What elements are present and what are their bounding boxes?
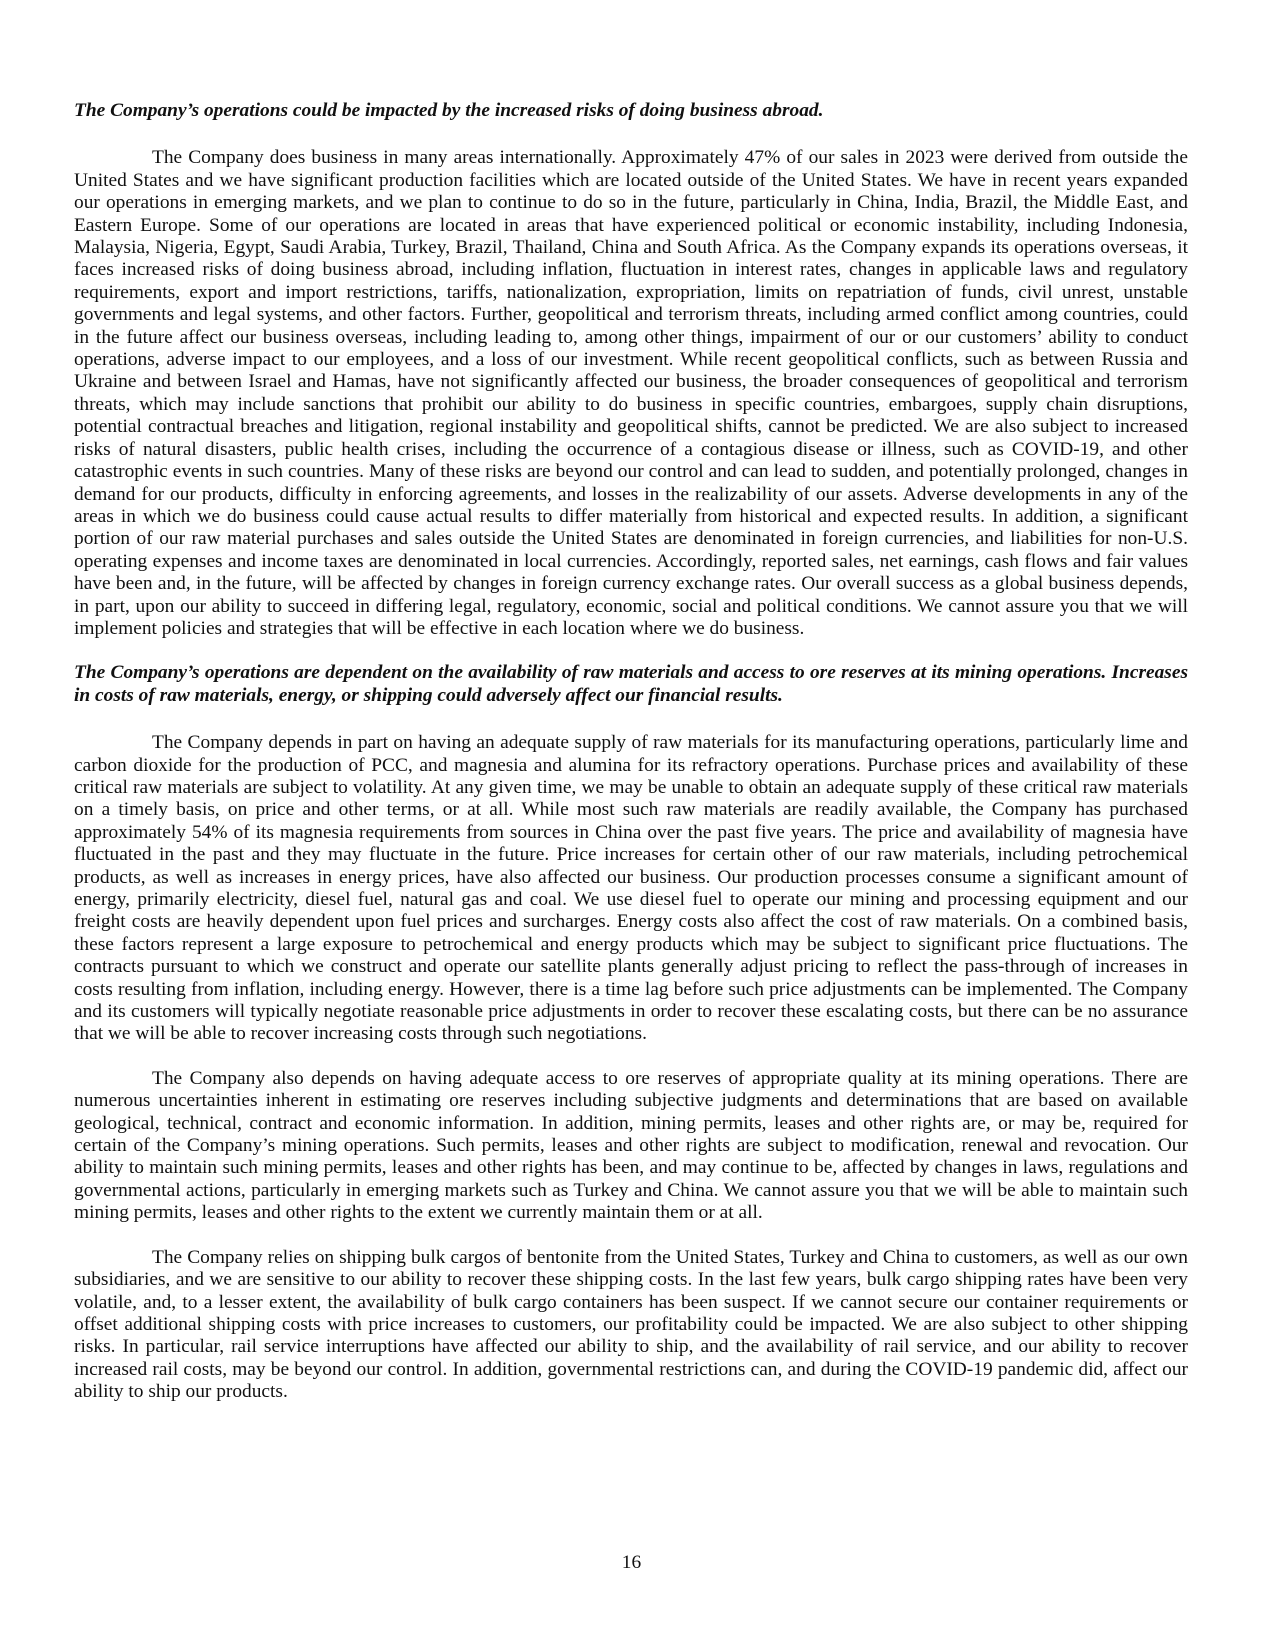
paragraph-raw-materials-supply: The Company depends in part on having an adequate supply of raw materials for its manufacturing operations, particularly lime and carbon dioxide for the production of PCC, and magnesia and alumina for its refractory operations. Purchase prices and availability of these critical raw materials are subject to volatility. At any given time, we may be unable to obtain an adequate supply of these critical raw materials on a timely basis, on price and other terms, or at all. While most such raw materials are readily available, the Company has purchased approximately 54% of its magnesia requirements from sources in China over the past five years. The price and availability of magnesia have fluctuated in the past and they may fluctuate in the future. Price increases for certain other of our raw materials, including petrochemical products, as well as increases in energy prices, have also affected our business. Our production processes consume a significant amount of energy, primarily electricity, diesel fuel, natural gas and coal. We use diesel fuel to operate our mining and processing equipment and our freight costs are heavily dependent upon fuel prices and surcharges. Energy costs also affect the cost of raw materials. On a combined basis, these factors represent a large exposure to petrochemical and energy products which may be subject to significant price fluctuations. The contracts pursuant to which we construct and operate our satellite plants generally adjust pricing to reflect the pass-through of increases in costs resulting from inflation, including energy. However, there is a time lag before such price adjustments can be implemented. The Company and its customers will typically negotiate reasonable price adjustments in order to recover these escalating costs, but there can be no assurance that we will be able to recover increasing costs through such negotiations. (74, 732, 1188, 1045)
section-heading-risks-abroad: The Company’s operations could be impacted by the increased risks of doing business abroad. (74, 100, 824, 121)
paragraph-risks-abroad: The Company does business in many areas internationally. Approximately 47% of our sales in 2023 were derived from outside the United States and we have significant production facilities which are located outside of the United States. We have in recent years expanded our operations in emerging markets, and we plan to continue to do so in the future, particularly in China, India, Brazil, the Middle East, and Eastern Europe. Some of our operations are located in areas that have experienced political or economic instability, including Indonesia, Malaysia, Nigeria, Egypt, Saudi Arabia, Turkey, Brazil, Thailand, China and South Africa. As the Company expands its operations overseas, it faces increased risks of doing business abroad, including inflation, fluctuation in interest rates, changes in applicable laws and regulatory requirements, export and import restrictions, tariffs, nationalization, expropriation, limits on repatriation of funds, civil unrest, unstable governments and legal systems, and other factors. Further, geopolitical and terrorism threats, including armed conflict among countries, could in the future affect our business overseas, including leading to, among other things, impairment of our or our customers’ ability to conduct operations, adverse impact to our employees, and a loss of our investment. While recent geopolitical conflicts, such as between Russia and Ukraine and between Israel and Hamas, have not significantly affected our business, the broader consequences of geopolitical and terrorism threats, which may include sanctions that prohibit our ability to do business in specific countries, embargoes, supply chain disruptions, potential contractual breaches and litigation, regional instability and geopolitical shifts, cannot be predicted. We are also subject to increased risks of natural disasters, public health crises, including the occurrence of a contagious disease or illness, such as COVID-19, and other catastrophic events in such countries. Many of these risks are beyond our control and can lead to sudden, and potentially prolonged, changes in demand for our products, difficulty in enforcing agreements, and losses in the realizability of our assets. Adverse developments in any of the areas in which we do business could cause actual results to differ materially from historical and expected results. In addition, a significant portion of our raw material purchases and sales outside the United States are denominated in foreign currencies, and liabilities for non-U.S. operating expenses and income taxes are denominated in local currencies. Accordingly, reported sales, net earnings, cash flows and fair values have been and, in the future, will be affected by changes in foreign currency exchange rates. Our overall success as a global business depends, in part, upon our ability to succeed in differing legal, regulatory, economic, social and political conditions. We cannot assure you that we will implement policies and strategies that will be effective in each location where we do business. (74, 147, 1188, 639)
section-heading-raw-materials: The Company’s operations are dependent on the availability of raw materials and access to ore reserves at its mining operations. Increases in costs of raw materials, energy, or shipping could adversely affect our financial results. (74, 662, 1188, 706)
paragraph-ore-reserves: The Company also depends on having adequate access to ore reserves of appropriate quality at its mining operations. There are numerous uncertainties inherent in estimating ore reserves including subjective judgments and determinations that are based on available geological, technical, contract and economic information. In addition, mining permits, leases and other rights are, or may be, required for certain of the Company’s mining operations. Such permits, leases and other rights are subject to modification, renewal and revocation. Our ability to maintain such mining permits, leases and other rights has been, and may continue to be, affected by changes in laws, regulations and governmental actions, particularly in emerging markets such as Turkey and China. We cannot assure you that we will be able to maintain such mining permits, leases and other rights to the extent we currently maintain them or at all. (74, 1067, 1188, 1224)
document-page (74, 100, 1188, 1404)
paragraph-shipping: The Company relies on shipping bulk cargos of bentonite from the United States, Turkey and China to customers, as well as our own subsidiaries, and we are sensitive to our ability to recover these shipping costs. In the last few years, bulk cargo shipping rates have been very volatile, and, to a lesser extent, the availability of bulk cargo containers has been suspect. If we cannot secure our container requirements or offset additional shipping costs with price increases to customers, our profitability could be impacted. We are also subject to other shipping risks. In particular, rail service interruptions have affected our ability to ship, and the availability of rail service, and our ability to recover increased rail costs, may be beyond our control. In addition, governmental restrictions can, and during the COVID-19 pandemic did, affect our ability to ship our products. (74, 1246, 1188, 1403)
page-number: 16 (621, 1552, 642, 1573)
